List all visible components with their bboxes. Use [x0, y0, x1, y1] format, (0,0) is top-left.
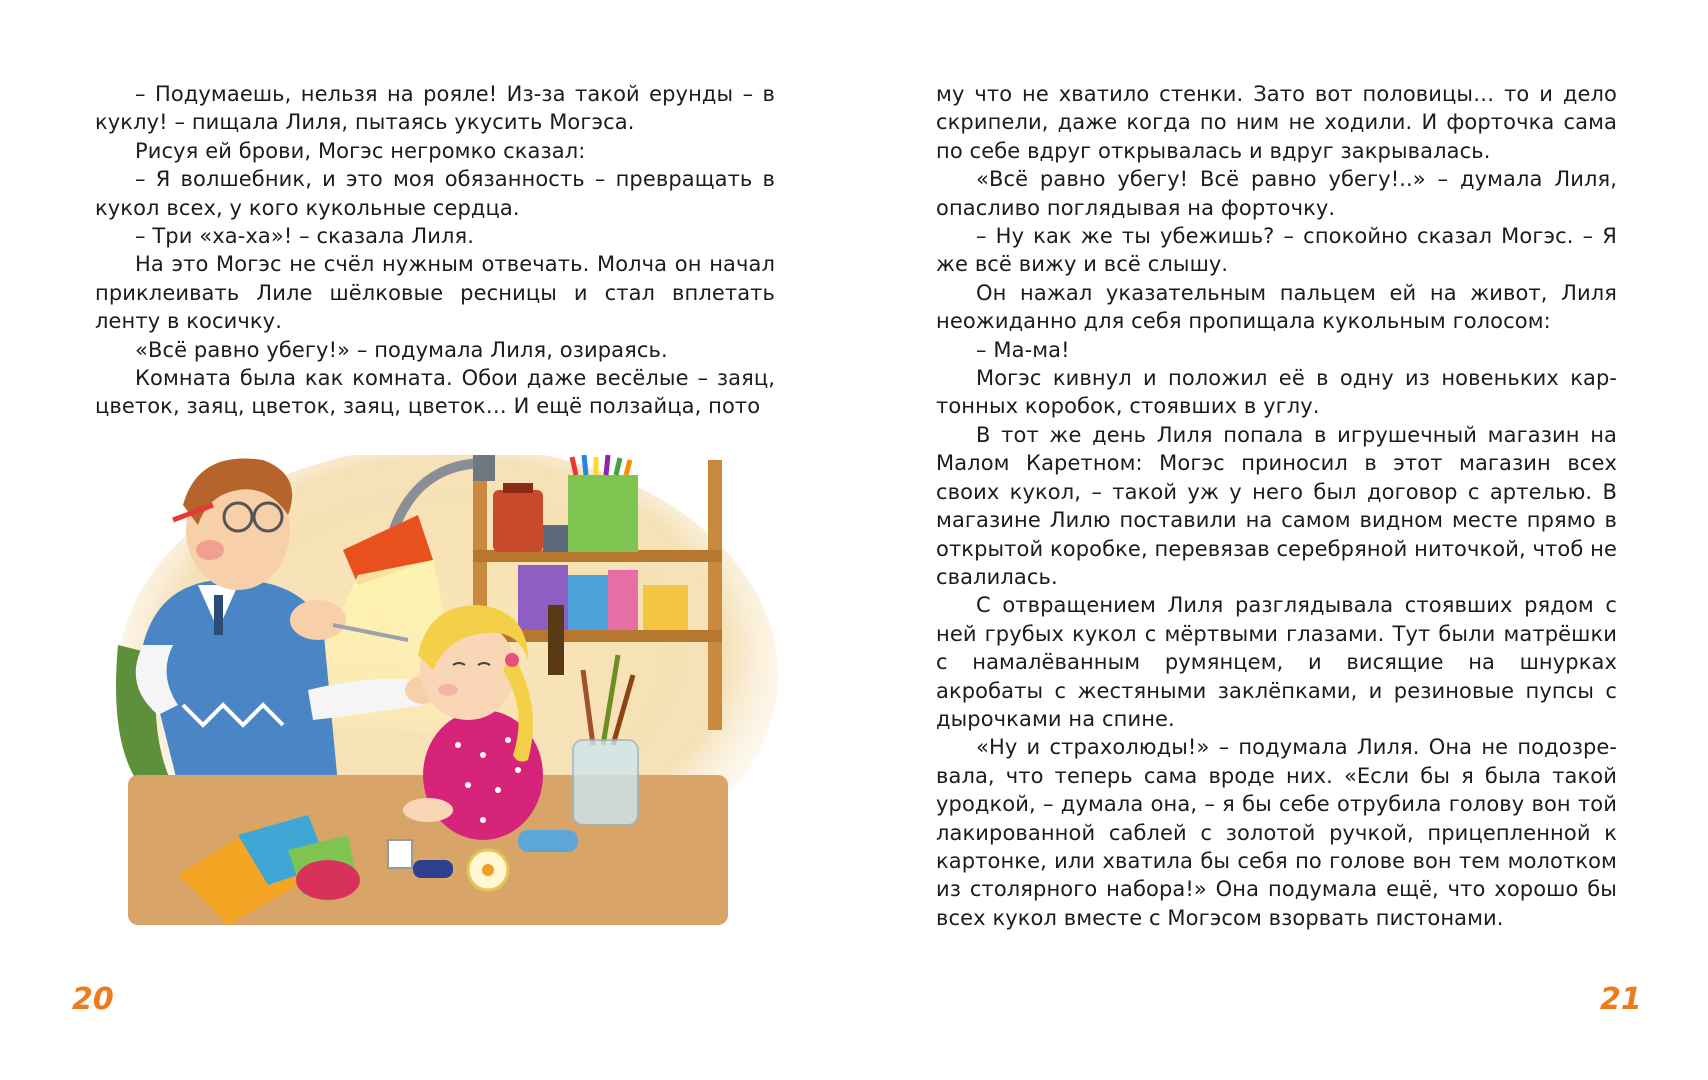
right-page-text	[936, 80, 1617, 932]
paragraph: С отвращением Лиля разглядывала стоявших рядом с ней грубых кукол с мёртвыми глазами. Тут были матрёшки с намалёванным румянцем, и висящие на шнурках акробаты с жестяными заклёпками, и резиновые пупсы с дырочками на спине.	[936, 593, 1617, 731]
paragraph: «Всё равно убегу!» – подумала Лиля, озираясь.	[135, 337, 668, 362]
paragraph: Он нажал указательным пальцем ей на живот, Лиля неожиданно для себя пропищала кукольным голосом:	[936, 280, 1617, 334]
paragraph: – Ну как же ты убежишь? – спокойно сказал Могэс. – Я же всё вижу и всё слышу.	[936, 224, 1617, 277]
paragraph: В тот же день Лиля попала в игрушечный магазин на Малом Каретном: Могэс приносил в этот магазин всех своих кукол, – такой уж у него был договор с артелью. В магазине Лилю поставили на самом видном месте прямо в открытой коробке, перевязав серебряной ниточкой, чтоб не свалилась.	[936, 422, 1617, 589]
paragraph: – Три «ха-ха»! – сказала Лиля.	[135, 224, 475, 249]
paragraph: Могэс кивнул и положил её в одну из новеньких картонных коробок, стоявших в углу.	[936, 366, 1617, 419]
paragraph: Комната была как комната. Обои даже весёлые – заяц, цветок, заяц, цветок, заяц, цветок… И ещё ползайца, пото	[95, 366, 775, 419]
paragraph: – Ма-ма!	[976, 337, 1070, 362]
right-page	[854, 0, 1708, 1080]
paragraph: – Подумаешь, нельзя на рояле! Из-за такой ерунды – в куклу! – пищала Лиля, пытаясь укусить Могэса.	[95, 82, 775, 135]
paragraph: Рисуя ей брови, Могэс негромко сказал:	[135, 138, 586, 163]
page-number-left: 20	[72, 982, 114, 1017]
left-page-text	[95, 80, 775, 421]
paragraph: На это Могэс не счёл нужным отвечать. Молча он начал приклеивать Лиле шёлковые ресницы и стал вплетать ленту в косичку.	[95, 252, 775, 334]
paragraph: му что не хватило стенки. Зато вот половицы… то и дело скрипели, даже когда по ним не ходили. И форточка сама по себе вдруг открывалась и вдруг закрывалась.	[936, 82, 1617, 163]
paragraph: «Ну и страхолюды!» – подумала Лиля. Она не подозревала, что теперь сама вроде них. «Если бы я была такой уродкой, – думала она, – я бы себе отрубила голову вон той лакированной саблей с золотой ручкой, прицепленной к картонке, или хватила бы себя по голове вон тем молотком из столярного набора!» Она подумала ещё, что хорошо бы всех кукол вместе с Могэсом взорвать пистонами.	[936, 735, 1617, 930]
paragraph: «Всё равно убегу! Всё равно убегу!..» – думала Лиля, опасливо поглядывая на форточку.	[936, 167, 1617, 220]
paragraph: – Я волшебник, и это моя обязанность – превращать в кукол всех, у кого кукольные сердца.	[95, 167, 775, 220]
page-number-right: 21	[1600, 982, 1642, 1017]
illustration-wizard-and-doll	[88, 455, 778, 950]
